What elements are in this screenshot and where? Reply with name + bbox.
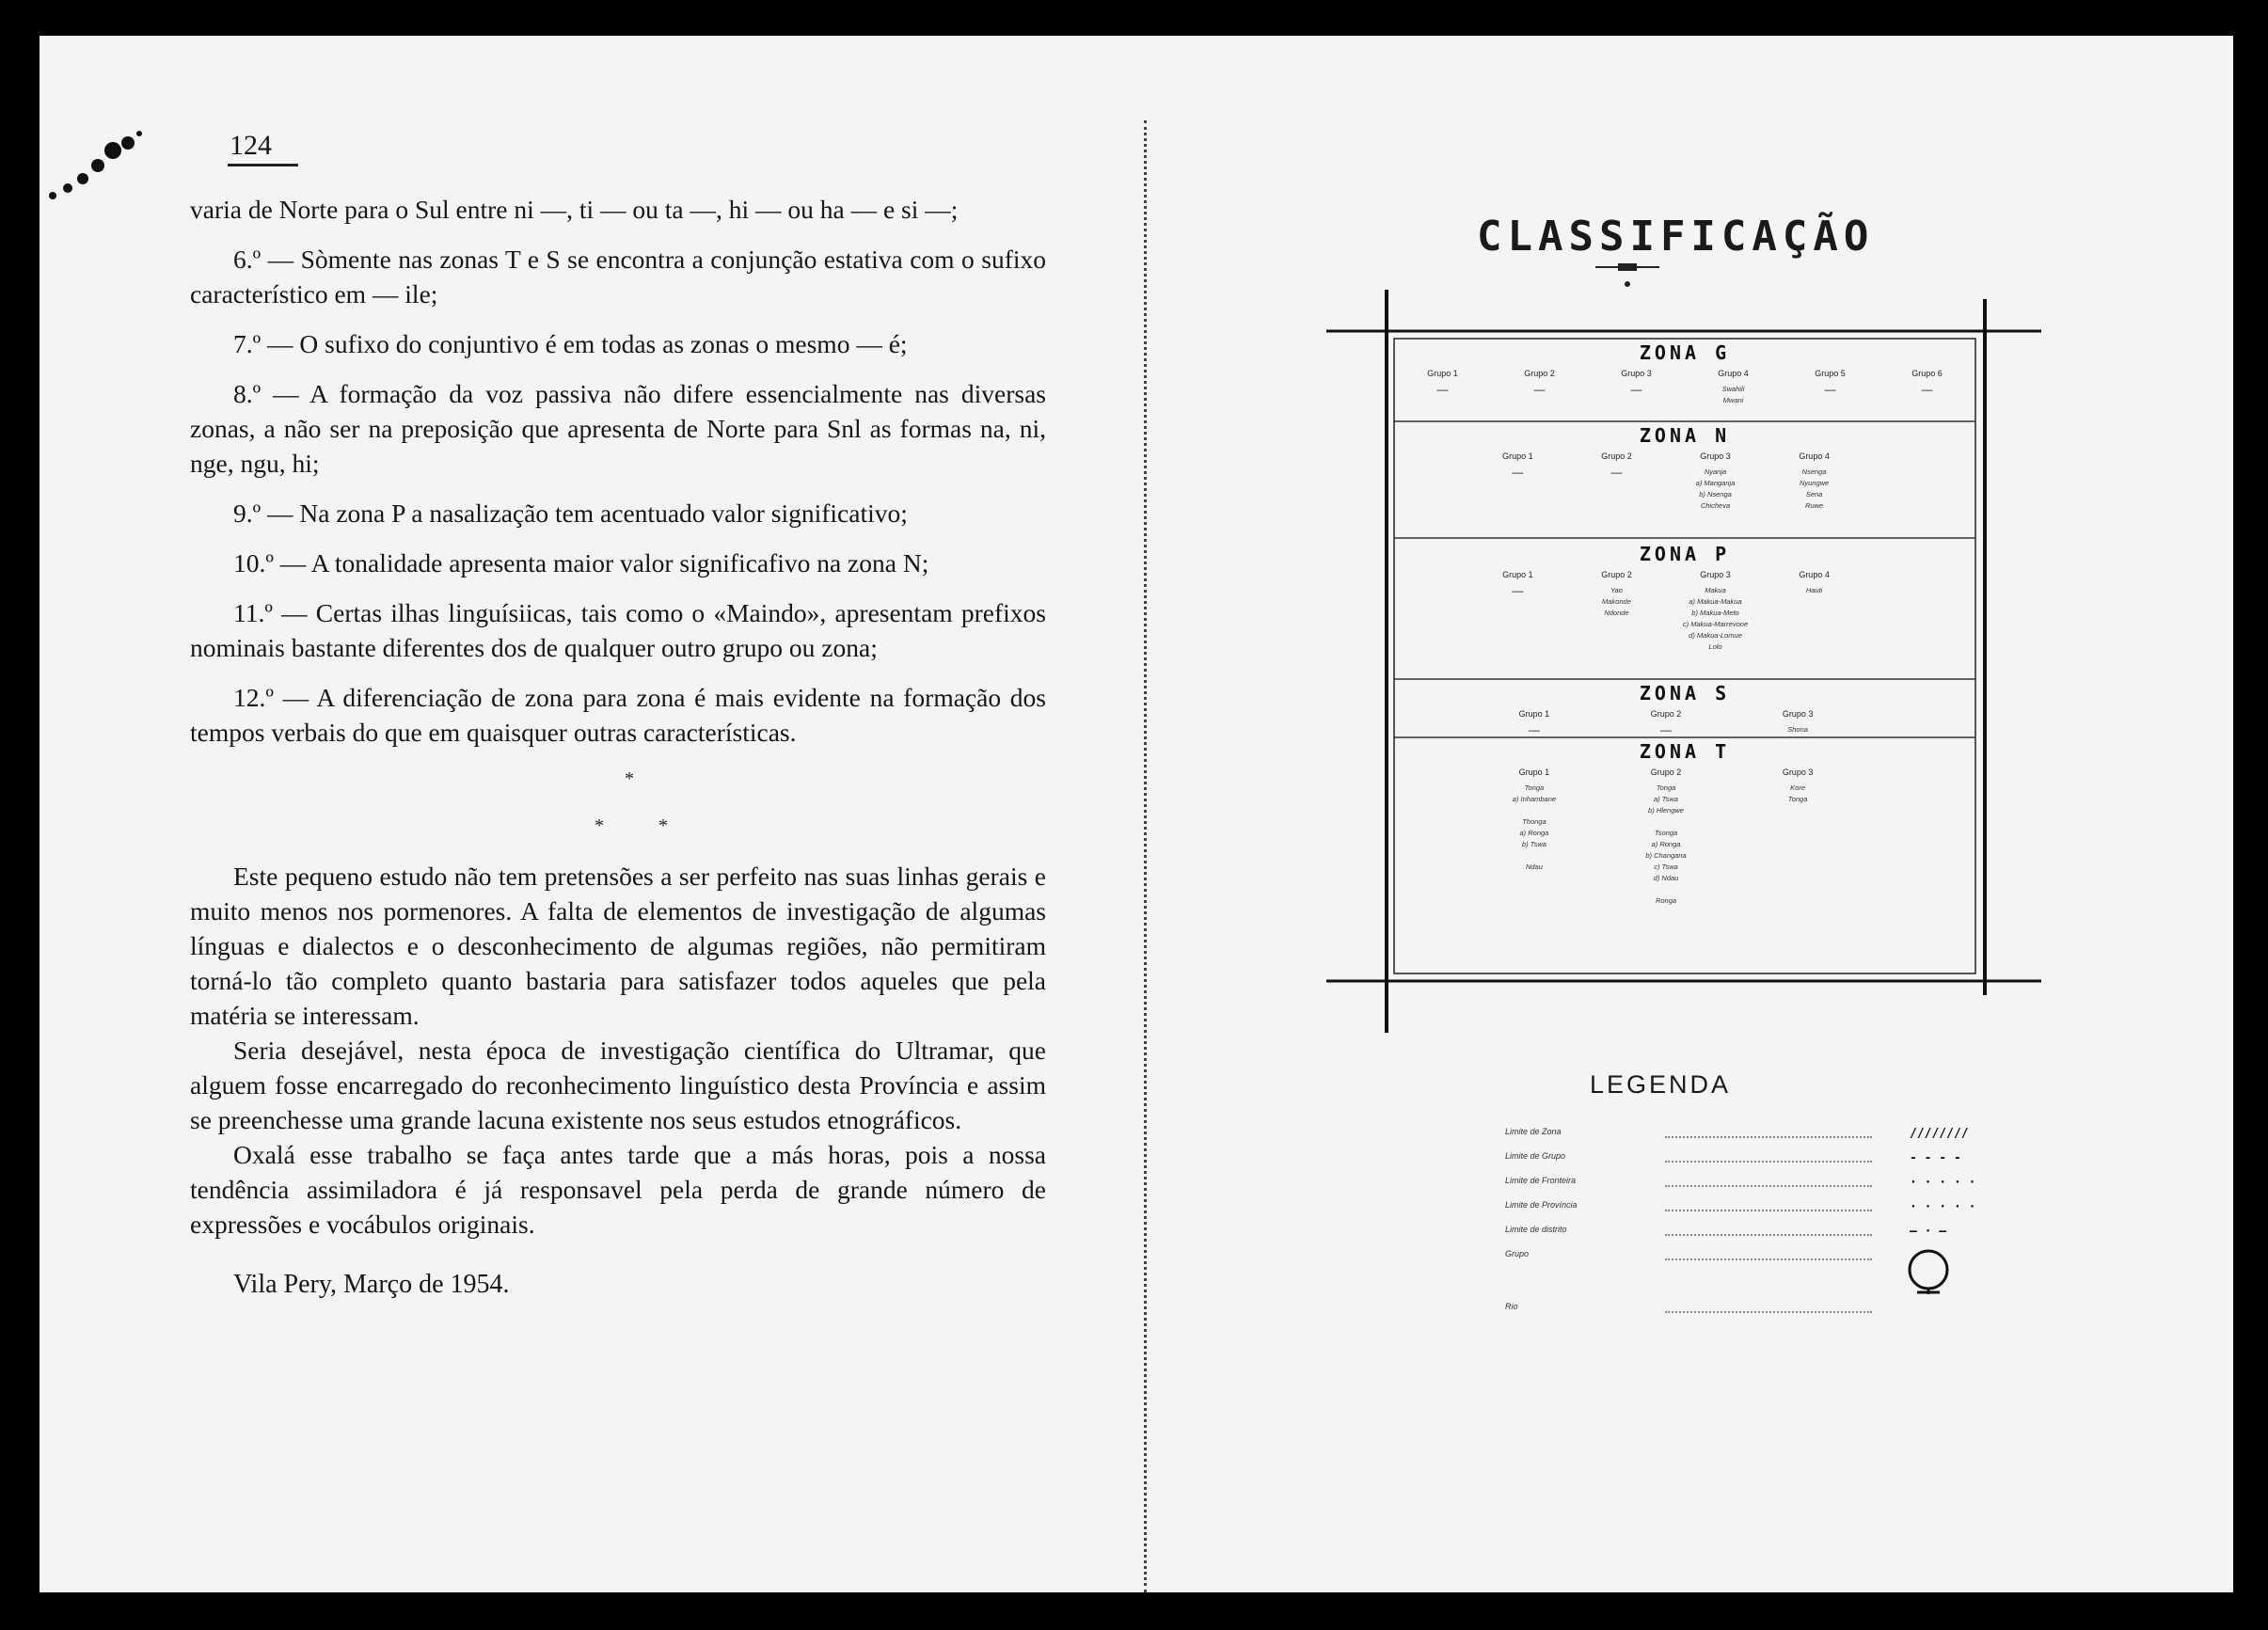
scanned-sheet [40, 36, 2233, 1592]
paragraph-item-6: 6.º — Sòmente nas zonas T e S se encontra a conjunção estativa com o sufixo característico em — ile; [190, 245, 1046, 309]
paragraph-item-8: 8.º — A formação da voz passiva não difere essencialmente nas diversas zonas, a não ser na preposição que apresenta de Norte para Snl as formas na, ni, nge, ngu, hi; [190, 379, 1046, 478]
language-name: c) Makua-Marrevone [1682, 620, 1749, 628]
paragraph-item-9: 9.º — Na zona P a nasalização tem acentuado valor significativo; [233, 498, 908, 528]
language-name: b) Nsenga [1699, 490, 1732, 498]
language-name: Lolo [1708, 642, 1722, 651]
closing-paragraph-3: Oxalá esse trabalho se faça antes tarde que a más horas, pois a nossa tendência assimiladora é já responsavel pela perda de grande número de expressões e vocábulos originais. [190, 1140, 1046, 1239]
group-label: Grupo 1 [1502, 570, 1533, 579]
legend [1505, 1125, 1994, 1324]
language-name: Kore [1790, 783, 1806, 792]
group-label: Grupo 3 [1621, 369, 1652, 378]
language-name: Tsonga [1654, 829, 1678, 837]
language-name: Sena [1805, 490, 1823, 498]
language-name: b) Hlengwe [1648, 806, 1684, 815]
group-label: Grupo 3 [1700, 570, 1731, 579]
group-empty-dash: — [1436, 383, 1449, 396]
zone-name: ZONA T [1639, 740, 1731, 763]
classification-title: CLASSIFICAÇÃO [1477, 213, 1875, 261]
zone-name: ZONA P [1639, 543, 1731, 565]
legend-leader-dots [1665, 1258, 1872, 1260]
group-label: Grupo 5 [1815, 369, 1846, 378]
language-name: Swahili [1721, 385, 1745, 393]
language-name: Ruwe [1804, 501, 1824, 510]
language-name: b) Makua-Meto [1691, 609, 1739, 617]
language-name: Tonga [1656, 783, 1676, 792]
language-name: Tonga [1787, 795, 1808, 803]
legend-leader-dots [1665, 1311, 1872, 1313]
language-name: b) Changana [1645, 851, 1687, 860]
language-name: d) Ndau [1653, 874, 1679, 882]
legend-label: Limite de distrito [1505, 1225, 1567, 1234]
legend-leader-dots [1665, 1185, 1872, 1187]
section-separator: * * * [595, 768, 668, 836]
ink-blot-icon [41, 90, 154, 203]
language-name: a) Makua-Makua [1689, 597, 1742, 606]
language-name: Chicheva [1700, 501, 1731, 510]
group-label: Grupo 3 [1700, 451, 1731, 461]
title-ornament-icon [1590, 261, 1665, 290]
group-empty-dash: — [1610, 466, 1623, 479]
group-label: Grupo 1 [1502, 451, 1533, 461]
language-name: a) Manganja [1695, 479, 1736, 487]
page-fold-divider [1144, 120, 1147, 1592]
legend-row [1505, 1198, 1994, 1223]
language-name: Ndau [1525, 862, 1543, 871]
left-page [40, 36, 1140, 1592]
language-name: Nyanja [1704, 467, 1727, 476]
group-label: Grupo 1 [1518, 768, 1550, 777]
paragraph-item-10: 10.º — A tonalidade apresenta maior valor significafivo na zona N; [233, 548, 929, 578]
legend-row [1505, 1223, 1994, 1247]
legend-symbol: //////// [1910, 1127, 1969, 1141]
group-label: Grupo 4 [1799, 451, 1830, 461]
legend-row [1505, 1174, 1994, 1198]
language-name: Ronga [1655, 896, 1677, 905]
language-name: a) Inhambane [1512, 795, 1557, 803]
group-empty-dash: — [1660, 723, 1672, 736]
group-label: Grupo 6 [1911, 369, 1943, 378]
language-name: Hauti [1805, 586, 1823, 594]
legend-leader-dots [1665, 1210, 1872, 1211]
legend-label: Rio [1505, 1302, 1518, 1311]
language-name: Yao [1610, 586, 1623, 594]
paragraph-item-11: 11.º — Certas ilhas linguísiicas, tais como o «Maindo», apresentam prefixos nominais bastante diferentes dos de qualquer outro grupo ou zona; [190, 598, 1046, 662]
group-circle-icon [1900, 1247, 1957, 1300]
language-name: a) Ronga [1651, 840, 1681, 848]
group-empty-dash: — [1528, 723, 1540, 736]
legend-leader-dots [1665, 1136, 1872, 1138]
classification-diagram [1326, 290, 2041, 1033]
group-empty-dash: — [1533, 383, 1546, 396]
legend-label: Grupo [1505, 1249, 1530, 1258]
zone-name: ZONA N [1639, 424, 1731, 447]
group-label: Grupo 3 [1782, 709, 1814, 719]
legend-symbol: — · — [1910, 1225, 1947, 1239]
signature-line: Vila Pery, Março de 1954. [233, 1270, 510, 1299]
legend-label: Limite de Grupo [1505, 1151, 1566, 1161]
legend-label: Limite de Zona [1505, 1127, 1562, 1136]
zone-name: ZONA G [1639, 341, 1731, 364]
right-page [1148, 36, 2233, 1592]
legend-symbol: · · · · · [1910, 1200, 1976, 1214]
page-number: 124 [228, 130, 298, 166]
group-label: Grupo 1 [1427, 369, 1458, 378]
legend-row [1505, 1149, 1994, 1174]
language-name: b) Tswa [1521, 840, 1546, 848]
language-name: Ndonde [1604, 609, 1629, 617]
group-empty-dash: — [1630, 383, 1642, 396]
group-label: Grupo 2 [1650, 768, 1682, 777]
language-name: Tonga [1524, 783, 1545, 792]
group-label: Grupo 2 [1601, 570, 1632, 579]
language-name: Makua [1705, 586, 1726, 594]
group-label: Grupo 4 [1799, 570, 1830, 579]
legend-leader-dots [1665, 1234, 1872, 1236]
paragraph-item-12: 12.º — A diferenciação de zona para zona é mais evidente na formação dos tempos verbais do que em quaisquer outras características. [190, 683, 1046, 747]
closing-paragraph-2: Seria desejável, nesta época de investigação científica do Ultramar, que alguem fosse encarregado do reconhecimento linguístico desta Província e assim se preenchesse uma grande lacuna existente nos seus estudos etnográficos. [190, 1036, 1046, 1134]
group-label: Grupo 4 [1718, 369, 1749, 378]
legend-label: Limite de Fronteira [1505, 1176, 1577, 1185]
group-label: Grupo 2 [1524, 369, 1555, 378]
language-name: a) Tswa [1654, 795, 1678, 803]
language-name: Thonga [1522, 817, 1546, 826]
paragraph-continuation: varia de Norte para o Sul entre ni —, ti — ou ta —, hi — ou ha — e si —; [190, 195, 959, 224]
legend-row [1505, 1125, 1994, 1149]
language-name: c) Tswa [1654, 862, 1678, 871]
group-empty-dash: — [1512, 584, 1524, 597]
group-label: Grupo 1 [1518, 709, 1550, 719]
language-name: Shona [1787, 725, 1808, 734]
group-label: Grupo 2 [1650, 709, 1682, 719]
language-name: Makonde [1602, 597, 1631, 606]
legend-row [1505, 1247, 1994, 1300]
legend-leader-dots [1665, 1161, 1872, 1163]
group-empty-dash: — [1512, 466, 1524, 479]
language-name: d) Makua-Lomue [1689, 631, 1742, 640]
body-text [190, 192, 1046, 1300]
language-name: Nyungwe [1799, 479, 1830, 487]
closing-paragraph-1: Este pequeno estudo não tem pretensões a ser perfeito nas suas linhas gerais e muito menos nos pormenores. A falta de elementos de investigação de algumas línguas e dialectos e o desconhecimento de algumas regiões, não permitiram torná-lo tão completo quanto bastaria para satisfazer todos aqueles que pela matéria se interessam. [190, 862, 1046, 1030]
group-label: Grupo 2 [1601, 451, 1632, 461]
legend-label: Limite de Província [1505, 1200, 1578, 1210]
legend-row [1505, 1300, 1994, 1324]
group-label: Grupo 3 [1782, 768, 1814, 777]
legend-title: LEGENDA [1590, 1070, 1732, 1099]
zone-name: ZONA S [1639, 682, 1731, 704]
paragraph-item-7: 7.º — O sufixo do conjuntivo é em todas as zonas o mesmo — é; [233, 329, 908, 358]
legend-symbol: · · · · · [1910, 1176, 1976, 1190]
language-name: Nsenga [1801, 467, 1827, 476]
language-name: Mwani [1722, 396, 1744, 404]
group-empty-dash: — [1824, 383, 1836, 396]
legend-symbol: - - - - [1910, 1151, 1961, 1165]
group-empty-dash: — [1921, 383, 1933, 396]
language-name: a) Ronga [1519, 829, 1549, 837]
